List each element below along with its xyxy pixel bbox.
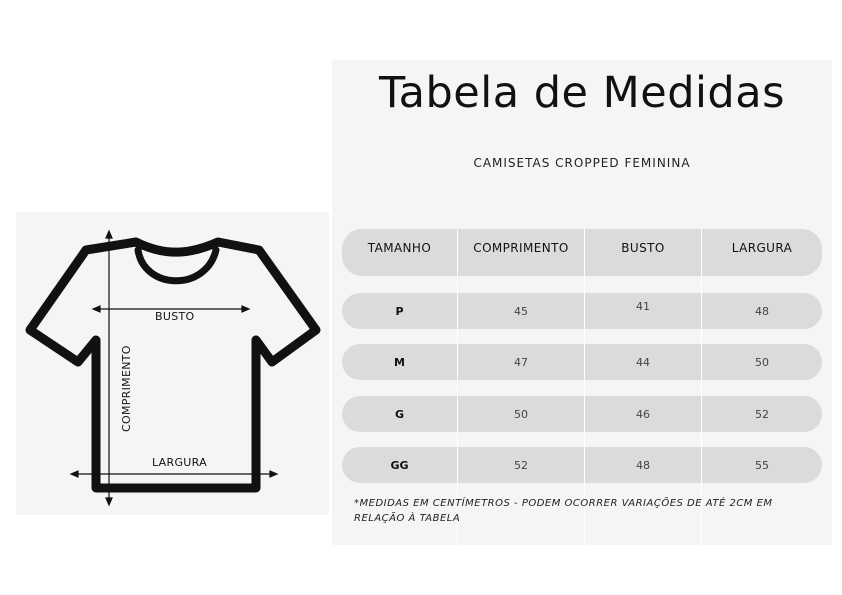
busto-cell: 46	[636, 407, 650, 421]
size-cell: GG	[390, 458, 409, 472]
comprimento-arrow	[106, 231, 112, 505]
busto-cell: 48	[636, 458, 650, 472]
table-row	[342, 293, 822, 329]
largura-cell: 55	[755, 458, 769, 472]
table-row	[342, 396, 822, 432]
comprimento-label: COMPRIMENTO	[120, 345, 133, 432]
comprimento-cell: 45	[514, 304, 528, 318]
footnote: *MEDIDAS EM CENTÍMETROS - PODEM OCORRER VARIAÇÕES DE ATÉ 2CM EM RELAÇÃO À TABELA	[354, 498, 773, 524]
size-cell: G	[394, 407, 405, 421]
busto-cell: 44	[636, 355, 650, 369]
page-title: Tabela de Medidas	[379, 68, 785, 118]
header-largura: LARGURA	[731, 241, 793, 255]
header-busto: BUSTO	[621, 241, 665, 255]
largura-label: LARGURA	[152, 456, 207, 469]
largura-cell: 50	[755, 355, 769, 369]
size-cell: M	[394, 355, 405, 369]
page-subtitle: CAMISETAS CROPPED FEMININA	[473, 156, 691, 170]
size-cell: P	[395, 304, 404, 318]
header-tamanho: TAMANHO	[367, 241, 432, 255]
largura-arrow	[71, 471, 277, 477]
comprimento-cell: 52	[514, 458, 528, 472]
largura-cell: 48	[755, 304, 769, 318]
comprimento-cell: 50	[514, 407, 528, 421]
header-comprimento: COMPRIMENTO	[473, 241, 569, 255]
tshirt-illustration	[16, 212, 329, 515]
table-row	[342, 344, 822, 380]
size-table-panel	[332, 60, 832, 545]
largura-cell: 52	[755, 407, 769, 421]
tshirt-diagram	[16, 212, 329, 515]
comprimento-cell: 47	[514, 355, 528, 369]
table-row	[342, 447, 822, 483]
busto-label: BUSTO	[155, 310, 195, 323]
table-header-row	[342, 229, 822, 276]
busto-cell: 41	[636, 299, 650, 313]
